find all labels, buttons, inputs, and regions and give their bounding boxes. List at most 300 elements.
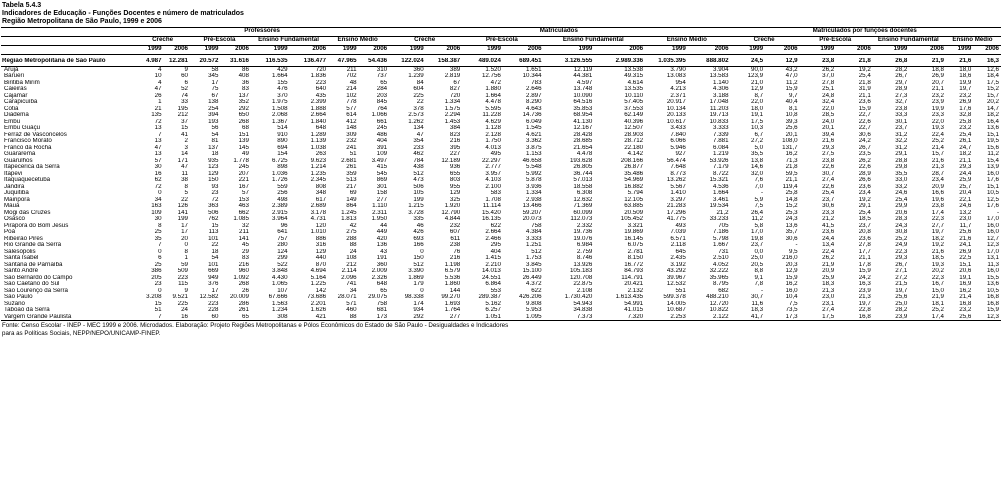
value-cell: 233	[413, 144, 424, 151]
value-cell: 31,2	[895, 144, 908, 151]
value-cell: 19,1	[959, 274, 972, 281]
value-cell: 757	[277, 235, 288, 242]
value-cell: 4.142	[627, 151, 644, 158]
value-cell: 7.648	[670, 164, 686, 171]
value-cell: 19,5	[986, 138, 999, 145]
value-cell: 129	[449, 190, 461, 197]
value-cell: 0	[420, 287, 424, 294]
municipality-name: Cajamar	[4, 92, 28, 99]
table-number: Tabela 5.4.3	[2, 2, 42, 9]
value-cell: 22,0	[751, 99, 764, 106]
value-cell: 21,6	[931, 248, 944, 255]
value-cell: 163	[151, 203, 162, 210]
value-cell: 12,9	[751, 86, 764, 93]
value-cell: 73,5	[785, 307, 798, 314]
value-cell: 23	[211, 190, 219, 197]
value-cell: 404	[490, 248, 501, 255]
value-cell: 8,8	[754, 268, 764, 275]
value-cell: 14,6	[751, 164, 764, 171]
value-cell: 1.214	[310, 164, 327, 171]
value-cell: 5.536	[444, 274, 461, 281]
value-cell: 17,6	[986, 177, 999, 184]
value-cell: 1.066	[371, 112, 388, 119]
value-cell: 47	[181, 164, 188, 171]
value-cell: 23,8	[822, 157, 835, 164]
value-cell: 24,7	[959, 144, 972, 151]
value-cell: 3.208	[146, 294, 162, 301]
value-cell: 1.262	[408, 118, 424, 125]
value-cell: 179	[413, 281, 424, 288]
value-cell: 934	[413, 307, 424, 314]
value-cell: 460	[346, 307, 357, 314]
value-cell: 18,2	[959, 151, 972, 158]
municipality-name: Carapicuíba	[4, 99, 38, 106]
value-cell: 10.110	[624, 92, 644, 99]
value-cell: 16,2	[785, 151, 798, 158]
value-cell: 845	[376, 99, 388, 106]
value-cell: 0	[158, 248, 162, 255]
value-cell: 384	[449, 125, 461, 132]
value-cell: 59	[181, 261, 188, 268]
value-cell: 26,4	[751, 209, 764, 216]
year-header: 1999	[328, 45, 358, 54]
year-header: 1999	[645, 45, 688, 54]
value-cell: 6,7	[754, 131, 764, 138]
value-cell: 4.384	[526, 229, 542, 236]
value-cell: 960	[238, 268, 249, 275]
value-cell: 19,7	[858, 300, 871, 307]
value-cell: 23,4	[858, 190, 871, 197]
value-cell: 870	[315, 261, 327, 268]
value-cell: 23,8	[931, 203, 944, 210]
value-cell: 8	[184, 248, 188, 255]
value-cell: 23,1	[822, 300, 835, 307]
value-cell: 864	[346, 203, 357, 210]
value-cell: 62.149	[624, 112, 644, 119]
value-cell: 10,8	[785, 112, 798, 119]
value-cell: 42	[349, 222, 357, 229]
value-cell: 3.188	[713, 92, 729, 99]
value-cell: 15,9	[986, 307, 999, 314]
value-cell: 611	[450, 235, 461, 242]
value-cell: 426	[413, 229, 424, 236]
year-header-row	[1, 45, 1001, 54]
value-cell: 22,0	[822, 105, 835, 112]
value-cell: 17,3	[765, 314, 800, 321]
value-cell: 4.478	[485, 99, 501, 106]
value-cell: 25,4	[858, 209, 871, 216]
value-cell: 4.306	[713, 86, 729, 93]
value-cell: 758	[376, 300, 388, 307]
value-cell: 3.845	[526, 261, 542, 268]
value-cell: 2.399	[310, 99, 327, 106]
value-cell: 20,7	[931, 79, 944, 86]
value-cell: 22,3	[931, 216, 944, 223]
value-cell: 25,8	[959, 118, 972, 125]
value-cell: 18,3	[751, 307, 764, 314]
value-cell: 6.579	[444, 268, 461, 275]
value-cell: 1.664	[485, 92, 501, 99]
value-cell: 29.075	[368, 294, 388, 301]
municipality-name: Itapevi	[4, 170, 23, 177]
value-cell: 150	[413, 255, 424, 262]
value-cell: 0	[420, 248, 424, 255]
value-cell: 25,4	[959, 131, 972, 138]
value-cell: 2.435	[670, 255, 686, 262]
value-cell: 5.992	[526, 170, 542, 177]
value-cell: 5.798	[713, 235, 729, 242]
value-cell: 232	[346, 138, 357, 145]
value-cell: 28,8	[895, 157, 908, 164]
value-cell: 2.332	[576, 222, 593, 229]
value-cell: 6.571	[670, 235, 686, 242]
value-cell: 17,0	[751, 229, 764, 236]
municipality-name: Franco da Rocha	[4, 144, 52, 151]
value-cell: 13,1	[986, 255, 999, 262]
value-cell: 949	[208, 274, 219, 281]
value-cell: 1.239	[408, 73, 424, 80]
value-cell: 23,8	[800, 58, 837, 67]
value-cell: 522	[277, 261, 288, 268]
value-cell: 28.071	[337, 294, 357, 301]
value-cell: 19,9	[931, 105, 944, 112]
value-cell: 705	[718, 222, 729, 229]
value-cell: 11.114	[482, 203, 501, 210]
value-cell: 23,9	[873, 314, 910, 321]
value-cell: 62	[154, 177, 162, 184]
year-header: 1999	[137, 45, 163, 54]
value-cell: 2.122	[688, 314, 731, 321]
value-cell: 36	[242, 79, 249, 86]
value-cell: 191	[376, 255, 388, 262]
value-cell: 1.415	[485, 255, 501, 262]
value-cell: 1.920	[444, 203, 461, 210]
value-cell: 26,1	[959, 138, 972, 145]
value-cell: 15,2	[986, 86, 999, 93]
value-cell: 21,8	[785, 164, 798, 171]
value-cell: 6.049	[526, 118, 542, 125]
value-cell: 493	[675, 222, 686, 229]
value-cell: 489.024	[462, 58, 503, 67]
value-cell: 10.344	[522, 73, 542, 80]
value-cell: 495	[490, 151, 501, 158]
value-cell: 16,0	[785, 287, 798, 294]
value-cell: 12,9	[765, 58, 800, 67]
value-cell: 24,8	[822, 92, 835, 99]
value-cell: 2.096	[341, 274, 357, 281]
value-cell: 17,5	[800, 314, 837, 321]
value-cell: 56.474	[666, 157, 686, 164]
value-cell: 348	[315, 190, 327, 197]
value-cell: 23,0	[959, 216, 972, 223]
value-cell: 5,0	[754, 144, 764, 151]
municipality-name: Osasco	[4, 216, 25, 223]
value-cell: 2.108	[576, 287, 593, 294]
value-cell: 22.180	[624, 144, 644, 151]
value-cell: 9.521	[172, 294, 188, 301]
municipality-name: Santo André	[4, 268, 39, 275]
value-cell: 22,5	[959, 255, 972, 262]
value-cell: 6.725	[272, 157, 288, 164]
value-cell: 69	[349, 190, 357, 197]
value-cell: 17,0	[986, 216, 999, 223]
value-cell: 21,1	[785, 177, 798, 184]
value-cell: 29,3	[895, 255, 908, 262]
value-cell: 153	[238, 196, 249, 203]
value-cell: 32,7	[895, 99, 908, 106]
value-cell: 577	[346, 105, 357, 112]
municipality-name: São Bernardo do Campo	[4, 274, 73, 281]
value-cell: 155	[277, 79, 288, 86]
value-cell: 39,3	[785, 118, 798, 125]
value-cell: 1.038	[310, 144, 327, 151]
value-cell: 23,9	[931, 99, 944, 106]
value-cell: 9,5	[789, 248, 798, 255]
value-cell: 49	[242, 151, 249, 158]
value-cell: 23,2	[959, 125, 972, 132]
value-cell: 1.508	[272, 105, 288, 112]
value-cell: 7.881	[713, 138, 729, 145]
value-cell: 30,7	[751, 294, 764, 301]
value-cell: 23,2	[959, 92, 972, 99]
value-cell: 151	[238, 131, 249, 138]
value-cell: 408	[238, 73, 249, 80]
value-cell: 11.203	[710, 105, 729, 112]
value-cell: 30	[154, 164, 162, 171]
value-cell: 1.869	[408, 274, 424, 281]
value-cell: 19.076	[573, 235, 593, 242]
value-cell: 21,9	[909, 58, 946, 67]
value-cell: 25,0	[751, 255, 764, 262]
value-cell: 26.805	[573, 164, 593, 171]
value-cell: 10.822	[709, 307, 729, 314]
value-cell: 764	[376, 105, 388, 112]
value-cell: 886	[315, 235, 327, 242]
value-cell: 783	[531, 79, 542, 86]
value-cell: 16,8	[959, 300, 972, 307]
value-cell: 27,5	[822, 151, 835, 158]
value-cell: 316	[315, 242, 327, 249]
value-cell: 8.773	[670, 170, 686, 177]
value-cell: 65	[220, 314, 250, 321]
value-cell: 11,7	[959, 222, 972, 229]
value-cell: 288	[346, 235, 357, 242]
value-cell: 28,7	[931, 170, 944, 177]
year-header: 1999	[731, 45, 766, 54]
value-cell: 13,6	[986, 281, 999, 288]
value-cell: 21,1	[858, 255, 871, 262]
value-cell: 13.262	[666, 177, 686, 184]
value-cell: 112.073	[570, 216, 593, 223]
value-cell: 136.477	[290, 58, 329, 67]
value-cell: 22,3	[931, 274, 944, 281]
value-cell: 15,1	[959, 261, 972, 268]
value-cell: 1.860	[444, 281, 461, 288]
value-cell: 18,0	[959, 66, 972, 73]
value-cell: 440	[315, 255, 327, 262]
value-cell: 195	[177, 105, 188, 112]
value-cell: 2.759	[576, 248, 593, 255]
value-cell: 1.613.435	[615, 294, 644, 301]
value-cell: 37,0	[822, 73, 835, 80]
value-cell: 6.257	[485, 307, 501, 314]
value-cell: 3.964	[272, 216, 288, 223]
value-cell: 21,5	[895, 281, 908, 288]
value-cell: 2.573	[408, 112, 424, 119]
value-cell: 898	[277, 164, 288, 171]
value-cell: 7,0	[754, 183, 764, 190]
value-cell: 24,6	[959, 203, 972, 210]
value-cell: 8.795	[713, 281, 729, 288]
value-cell: 27,7	[931, 222, 944, 229]
value-cell: 23,2	[931, 92, 944, 99]
value-cell: 545	[376, 170, 388, 177]
value-cell: 96	[280, 222, 288, 229]
value-cell: 23,8	[895, 105, 908, 112]
value-cell: 22,4	[822, 248, 835, 255]
value-cell: 21,3	[858, 294, 871, 301]
value-cell: 46	[416, 222, 424, 229]
value-cell: 15	[181, 125, 188, 132]
value-cell: 88	[349, 242, 357, 249]
year-header: 2006	[594, 45, 645, 54]
value-cell: 10.617	[666, 118, 686, 125]
value-cell: 34	[154, 196, 162, 203]
year-header-spacer	[1, 45, 137, 54]
value-cell: 360	[376, 261, 388, 268]
value-cell: 22,6	[822, 183, 835, 190]
value-cell: 16,9	[959, 281, 972, 288]
municipality-name: Santana de Parnaíba	[4, 261, 63, 268]
value-cell: 67	[211, 92, 219, 99]
value-cell: 655	[449, 170, 461, 177]
value-cell: 173	[359, 314, 390, 321]
value-cell: 158.387	[426, 58, 463, 67]
value-cell: 308	[251, 314, 290, 321]
value-cell: 31,9	[858, 86, 871, 93]
value-cell: 289.387	[478, 294, 501, 301]
value-cell: 12.532	[666, 281, 686, 288]
value-cell: 4.597	[576, 79, 593, 86]
value-cell: 10,4	[785, 294, 798, 301]
value-cell: 12,6	[986, 66, 999, 73]
year-header: 1999	[190, 45, 220, 54]
value-cell: 1.139	[310, 138, 327, 145]
value-cell: 211	[239, 229, 249, 236]
value-cell: 3.126.555	[544, 58, 595, 67]
value-cell: 1.778	[233, 157, 249, 164]
value-cell: 1.051	[462, 314, 503, 321]
value-cell: 28.428	[573, 131, 593, 138]
value-cell: 145	[238, 144, 249, 151]
value-cell: 207	[238, 170, 249, 177]
value-cell: 808	[315, 183, 327, 190]
value-cell: 15,1	[986, 131, 999, 138]
value-cell: 486	[376, 131, 388, 138]
value-cell: 1.251	[526, 242, 542, 249]
value-cell: 24,3	[785, 216, 798, 223]
value-cell: 54.991	[624, 300, 644, 307]
value-cell: 1.153	[526, 151, 542, 158]
value-cell: 0	[158, 190, 162, 197]
value-cell: 2.100	[485, 183, 501, 190]
level-header: Ensino Médio	[946, 36, 1001, 45]
value-cell: 31.616	[220, 58, 250, 67]
value-cell: 40.396	[624, 118, 644, 125]
value-cell: 284	[376, 86, 388, 93]
value-cell: 59.207	[522, 209, 542, 216]
year-header: 1999	[251, 45, 290, 54]
value-cell: 23,7	[822, 196, 835, 203]
value-cell: 26,6	[858, 177, 871, 184]
value-cell: 26,7	[858, 144, 871, 151]
municipality-name: Biritiba Mirim	[4, 79, 40, 86]
value-cell: 682	[718, 287, 729, 294]
value-cell: 449	[376, 229, 388, 236]
value-cell: 15.100	[522, 268, 542, 275]
municipality-name: Arujá	[4, 66, 19, 73]
level-header: Ensino Fundamental	[544, 36, 646, 45]
value-cell: 21.283	[666, 203, 686, 210]
value-cell: 76	[453, 248, 461, 255]
value-cell: 228	[208, 307, 219, 314]
value-cell: 954	[675, 79, 686, 86]
value-cell: 514	[277, 125, 288, 132]
value-cell: 8	[158, 222, 162, 229]
value-cell: 498	[277, 196, 288, 203]
value-cell: 4.430	[272, 274, 288, 281]
value-cell: 1.545	[526, 125, 542, 132]
value-cell: 105.452	[620, 216, 644, 223]
year-header: 2006	[503, 45, 544, 54]
value-cell: 74	[181, 92, 188, 99]
value-cell: 12,7	[986, 235, 999, 242]
education-indicators-table	[1, 27, 1001, 322]
value-cell: 35,5	[751, 151, 764, 158]
value-cell: 30,6	[785, 235, 798, 242]
value-cell: 20.421	[624, 281, 644, 288]
value-cell: 119,4	[782, 183, 798, 190]
value-cell: 1.092	[233, 274, 249, 281]
value-cell: 44.381	[573, 73, 593, 80]
value-cell: 645	[675, 248, 686, 255]
value-cell: 622	[490, 222, 501, 229]
value-cell: 512	[531, 248, 542, 255]
value-cell: 24,5	[731, 58, 766, 67]
value-cell: 9.623	[310, 157, 327, 164]
value-cell: 758	[531, 222, 542, 229]
value-cell: 47	[154, 144, 162, 151]
table-row	[1, 66, 1001, 73]
value-cell: 23,7	[858, 222, 871, 229]
value-cell: 352	[238, 99, 249, 106]
value-cell: 25,0	[895, 300, 908, 307]
value-cell: 72	[154, 118, 162, 125]
value-cell: 6	[158, 255, 162, 262]
value-cell: 13.583	[709, 73, 729, 80]
value-cell: 102	[346, 92, 357, 99]
value-cell: 1.520	[485, 66, 501, 73]
value-cell: 16,4	[986, 118, 999, 125]
municipality-name: São Caetano do Sul	[4, 281, 60, 288]
value-cell: 1	[184, 255, 188, 262]
value-cell: 7,8	[754, 281, 764, 288]
value-cell: 21,1	[959, 157, 972, 164]
value-cell: 9,7	[789, 92, 798, 99]
value-cell: 3.497	[371, 157, 388, 164]
value-cell: 19,7	[895, 287, 908, 294]
municipality-name: Ribeirão Pires	[4, 235, 43, 242]
